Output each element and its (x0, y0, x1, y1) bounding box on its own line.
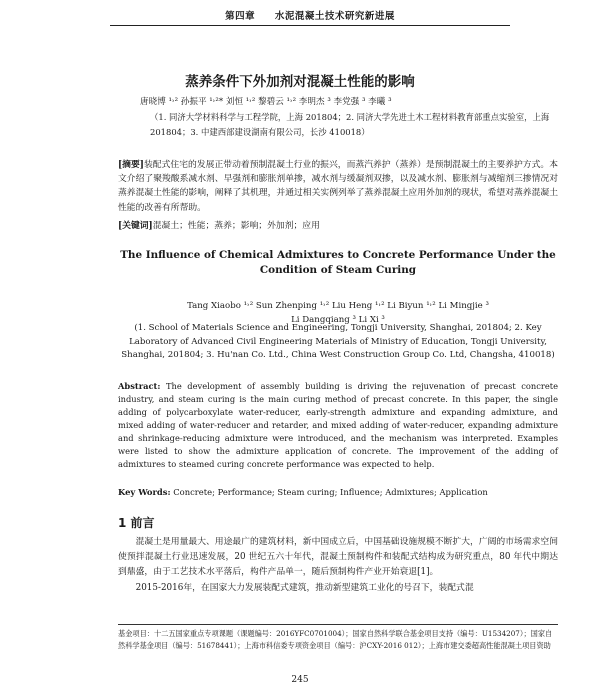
running-header (110, 8, 510, 22)
english-abstract (118, 380, 558, 471)
english-title-line1: The Influence of Chemical Admixtures to Concrete Performance Under the (120, 249, 556, 261)
chinese-keywords-label: [关键词] (118, 221, 153, 231)
english-title (118, 248, 558, 278)
chinese-keywords (118, 218, 558, 231)
english-authors-line2: Li Dangqiang ³ Li Xi ³ (291, 315, 385, 325)
header-chapter: 第四章 (225, 11, 256, 22)
funding-footnote: 基金项目：十二五国家重点专项课题（课题编号：2016YFC0701004）；国家自然科学联合基金项目支持（编号：U1534207）；国家自然科学基金项目（编号：51678441）；上海市科信委专项资金项目（编号：沪CXY-2016 012）；上海市建交委超高性能混凝土项目资助 (118, 629, 553, 650)
chinese-abstract-text: 装配式住宅的发展正带动着预制混凝土行业的振兴，而蒸汽养护（蒸养）是预制混凝土的主要养护方式。本文介绍了聚羧酸系减水剂、早强剂和膨胀剂单掺，减水剂与缓凝剂双掺，以及减水剂、膨胀剂与减缩剂三掺情况对蒸养混凝土性能的影响，阐释了其机理，并通过相关实例列举了蒸养混凝土应用外加剂的现状，希望对蒸养混凝土性能的改善有所帮助。 (118, 160, 558, 213)
english-abstract-text: The development of assembly building is driving the rejuvenation of precast concrete industry, and steam curing is the main curing method of precast concrete. In this paper, the single adding of polycarboxylate water-reducer, early-strength admixture and expanding admixture, and mixed adding of water-reducer and retarder, and mixed adding of water-reducer, expanding admixture and shrinkage-reducing admixture were introduced, and the mechanism was interpreted. Examples were listed to show the admixture application of concrete. The improvement of the adding of admixtures to steamed curing concrete performance was expected to help. (118, 381, 558, 469)
chinese-abstract (118, 158, 558, 215)
footnote-rule (118, 624, 558, 625)
section-body (118, 535, 558, 596)
english-keywords (118, 487, 558, 497)
header-rule (110, 25, 510, 26)
header-section: 水泥混凝土技术研究新进展 (274, 11, 395, 22)
chinese-authors: 唐晓博 ¹˒² 孙振平 ¹˒²* 刘恒 ¹˒² 黎碧云 ¹˒² 李明杰 ³ 李党强 ³ 李曦 ³ (140, 97, 392, 107)
english-keywords-text: Concrete; Performance; Steam curing; Influence; Admixtures; Application (173, 487, 488, 497)
chinese-affiliation: （1. 同济大学材料科学与工程学院，上海 201804；2. 同济大学先进土木工程材料教育部重点实验室，上海 201804；3. 中建西部建设湖南有限公司，长沙 410018） (150, 112, 550, 137)
english-keywords-label: Key Words: (118, 487, 171, 497)
english-title-line2: Condition of Steam Curing (259, 264, 417, 276)
section-paragraph-2: 2015-2016年，在国家大力发展装配式建筑，推动新型建筑工业化的号召下，装配式混 (135, 582, 474, 593)
english-authors-line1: Tang Xiaobo ¹˒² Sun Zhenping ¹˒² Liu Heng ¹˒² Li Biyun ¹˒² Li Mingjie ³ (187, 301, 489, 311)
section-paragraph-1: 混凝土是用量最大、用途最广的建筑材料，新中国成立后，中国基础设施规模不断扩大，广阔的市场需求空间使预拌混凝土行业迅速发展，20 世纪五六十年代，混凝土预制构件和装配式结构成为研究重点，80 年代中期达到鼎盛，由于工艺技术水平落后，构件产品单一，随后预制构件产业开始衰退[1]。 (118, 537, 558, 578)
chinese-keywords-text: 混凝土；性能；蒸养；影响；外加剂；应用 (152, 221, 320, 231)
chinese-title: 蒸养条件下外加剂对混凝土性能的影响 (185, 74, 415, 90)
english-affiliation: (1. School of Materials Science and Engineering, Tongji University, Shanghai, 201804; 2. Key Laboratory of Advanced Civil Engineering Materials of Ministry of Education, Tongji University, Shanghai, 201804; 3. Hu'nan Co. Ltd., China West Construction Group Co. Ltd, Changsha, 410018) (121, 323, 555, 360)
page-number: 245 (291, 675, 309, 685)
section-heading: 1 前言 (118, 516, 155, 530)
english-abstract-label: Abstract: (118, 381, 161, 391)
chinese-abstract-label: [摘要] (118, 160, 144, 170)
